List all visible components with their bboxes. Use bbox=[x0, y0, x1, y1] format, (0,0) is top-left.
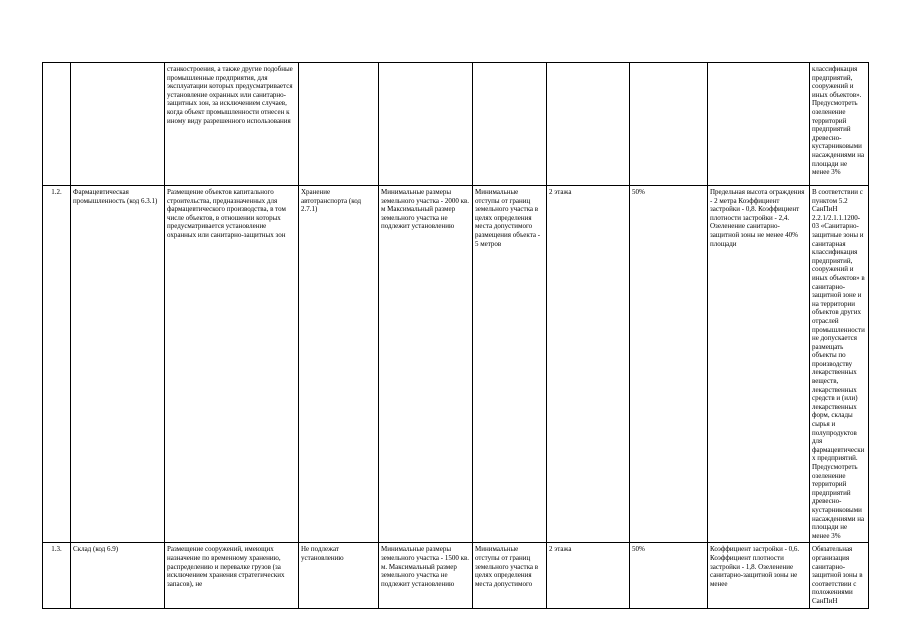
use-description: станкостроения, а также другие подобные промышленные предприятия, для эксплуатации которых предусматривается установление охранных или санитарно-защитных зон, за исключением случаев, когда объект промышленности отнесен к иному виду разрешенного использования bbox=[165, 63, 299, 186]
max-coverage bbox=[630, 63, 708, 186]
other-parameters: Предельная высота ограждения - 2 метра Коэффициент застройки - 0,8. Коэффициент плотности застройки - 2,4. Озеленение санитарно-защитной зоны не менее 40% площади bbox=[708, 186, 810, 543]
max-floors: 2 этажа bbox=[547, 186, 630, 543]
max-coverage: 50% bbox=[630, 543, 708, 608]
use-type-name: Фармацевтическая промышленность (код 6.3.1) bbox=[71, 186, 165, 543]
use-description: Размещение объектов капитального строительства, предназначенных для фармацевтического производства, в том числе объектов, в отношении которых предусматривается установление охранных или санитарно-защитных зон bbox=[165, 186, 299, 543]
other-parameters bbox=[708, 63, 810, 186]
use-description: Размещение сооружений, имеющих назначение по временному хранению, распределению и перевалке грузов (за исключением хранения стратегических запасов), не bbox=[165, 543, 299, 608]
notes: В соответствии с пунктом 5.2 СанПиН 2.2.1/2.1.1.1200-03 «Санитарно-защитные зоны и санитарная классификация предприятий, сооружений и иных объектов» в санитарно-защитной зоне и на территории объектов других отраслей промышленности не допускается размещать объекты по производству лекарственных веществ, лекарственных средств и (или) лекарственных форм, склады сырья и полупродуктов для фармацевтических предприятий. Предусмотреть озеленение территорий предприятий древесно-кустарниковыми насаждениями на площади не менее 3% bbox=[810, 186, 869, 543]
plot-size-limits: Минимальные размеры земельного участка - 2000 кв. м Максимальный размер земельного участка не подлежит установлению bbox=[379, 186, 473, 543]
table-row bbox=[43, 543, 869, 608]
auxiliary-use: Не подлежат установлению bbox=[299, 543, 379, 608]
setback-limits: Минимальные отступы от границ земельного участка в целях определения места допустимого bbox=[473, 543, 547, 608]
table-row bbox=[43, 63, 869, 186]
use-type-name: Склад (код 6.9) bbox=[71, 543, 165, 608]
max-floors: 2 этажа bbox=[547, 543, 630, 608]
row-number: 1.3. bbox=[43, 543, 71, 608]
notes: классификация предприятий, сооружений и иных объектов». Предусмотреть озеленение территорий предприятий древесно-кустарниковыми насаждениями на площади не менее 3% bbox=[810, 63, 869, 186]
row-number bbox=[43, 63, 71, 186]
max-coverage: 50% bbox=[630, 186, 708, 543]
auxiliary-use bbox=[299, 63, 379, 186]
zoning-regulations-table bbox=[42, 62, 869, 609]
table-row bbox=[43, 186, 869, 543]
row-number: 1.2. bbox=[43, 186, 71, 543]
use-type-name bbox=[71, 63, 165, 186]
plot-size-limits bbox=[379, 63, 473, 186]
plot-size-limits: Минимальные размеры земельного участка - 1500 кв. м. Максимальный размер земельного участка не подлежит установлению bbox=[379, 543, 473, 608]
setback-limits bbox=[473, 63, 547, 186]
other-parameters: Коэффициент застройки - 0,6. Коэффициент плотности застройки - 1,8. Озеленение санитарно-защитной зоны не менее bbox=[708, 543, 810, 608]
notes: Обязательная организация санитарно-защитной зоны в соответствии с положениями СанПиН bbox=[810, 543, 869, 608]
auxiliary-use: Хранение автотранспорта (код 2.7.1) bbox=[299, 186, 379, 543]
setback-limits: Минимальные отступы от границ земельного участка в целях определения места допустимого размещения объекта - 5 метров bbox=[473, 186, 547, 543]
max-floors bbox=[547, 63, 630, 186]
